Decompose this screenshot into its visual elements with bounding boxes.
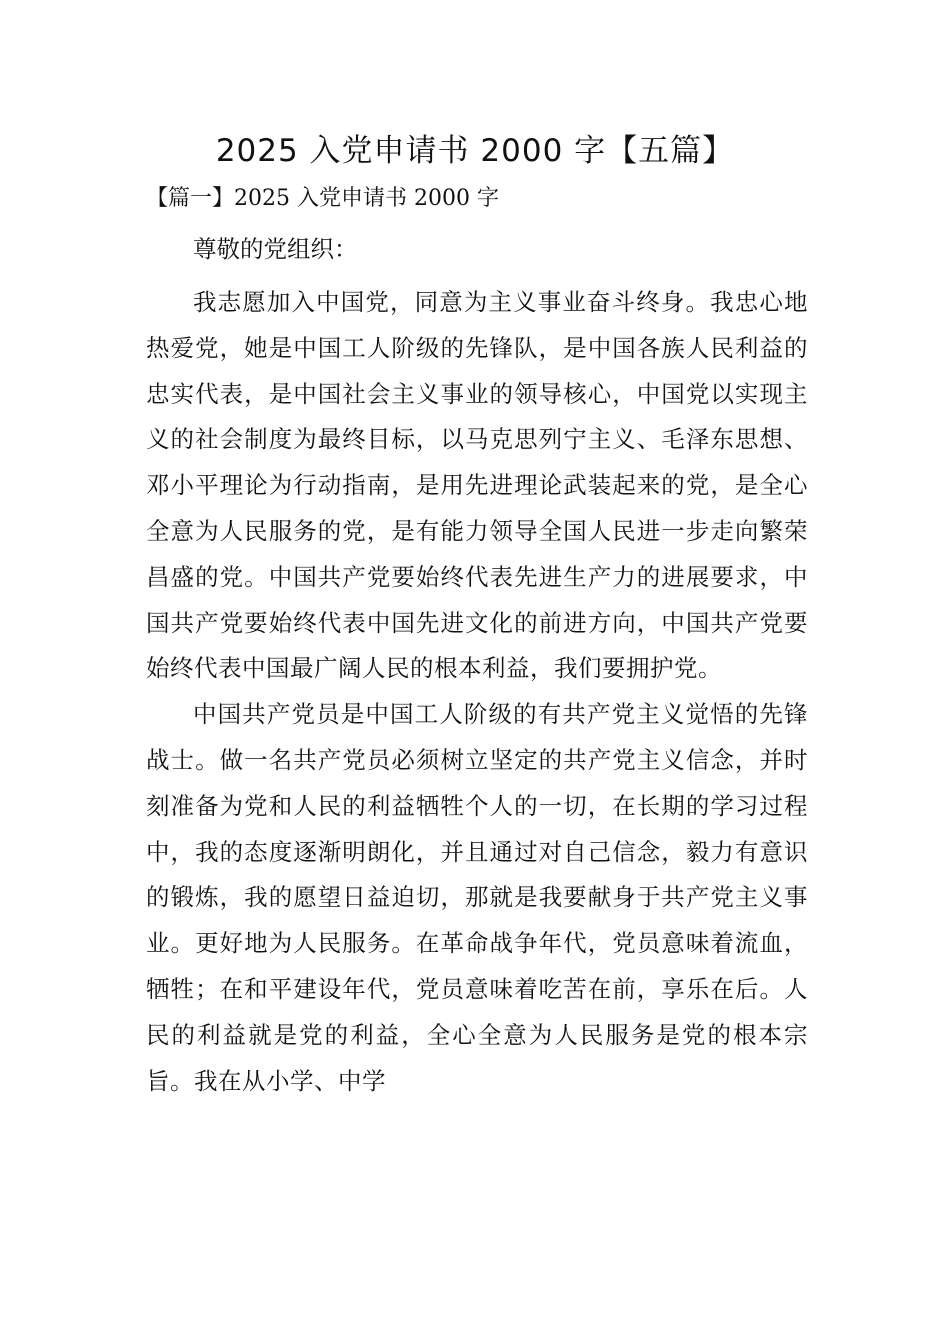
document-body xyxy=(146,228,808,1104)
greeting: 尊敬的党组织： xyxy=(193,235,358,263)
document-title: 2025 入党申请书 2000 字【五篇】 xyxy=(215,133,735,169)
section-heading: 【篇一】2025 入党申请书 2000 字 xyxy=(146,186,499,211)
paragraph-2: 中国共产党员是中国工人阶级的有共产党主义觉悟的先锋战士。做一名共产党员必须树立坚定的共产党主义信念，并时刻准备为党和人民的利益牺牲个人的一切，在长期的学习过程中，我的态度逐渐明朗化，并且通过对自己信念，毅力有意识的锻炼，我的愿望日益迫切，那就是我要献身于共产党主义事业。更好地为人民服务。在革命战争年代，党员意味着流血，牺牲；在和平建设年代，党员意味着吃苦在前，享乐在后。人民的利益就是党的利益，全心全意为人民服务是党的根本宗旨。我在从小学、中学 xyxy=(146,700,808,1095)
paragraph-1: 我志愿加入中国党，同意为主义事业奋斗终身。我忠心地热爱党，她是中国工人阶级的先锋队，是中国各族人民利益的忠实代表，是中国社会主义事业的领导核心，中国党以实现主义的社会制度为最终目标，以马克思列宁主义、毛泽东思想、邓小平理论为行动指南，是用先进理论武装起来的党，是全心全意为人民服务的党，是有能力领导全国人民进一步走向繁荣昌盛的党。中国共产党要始终代表先进生产力的进展要求，中国共产党要始终代表中国先进文化的前进方向，中国共产党要始终代表中国最广阔人民的根本利益，我们要拥护党。 xyxy=(146,288,808,683)
